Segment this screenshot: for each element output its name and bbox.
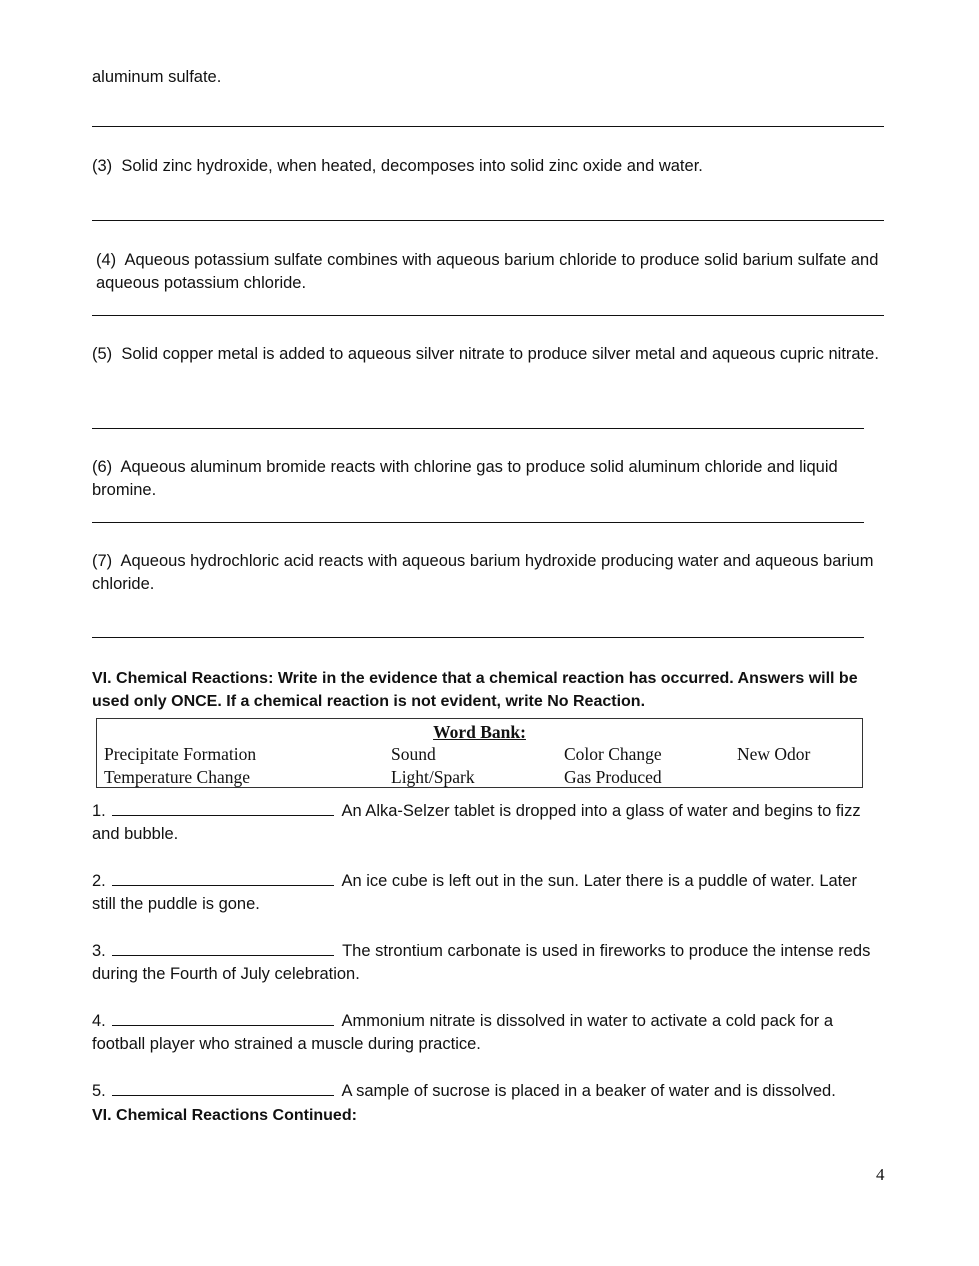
problem-text: Aqueous aluminum bromide reacts with chlorine gas to produce solid aluminum chloride and liquid bromine. <box>92 458 838 499</box>
word-bank-entry: Precipitate Formation <box>104 744 257 764</box>
question-5 <box>92 1080 877 1103</box>
problem-7 <box>92 550 882 596</box>
word-bank-entry: Sound <box>391 744 436 764</box>
word-bank-entry: Color Change <box>564 744 662 764</box>
word-bank-entry: New Odor <box>737 744 811 764</box>
question-2 <box>92 870 877 916</box>
question-text: An ice cube is left out in the sun. Later there is a puddle of water. Later still the puddle is gone. <box>92 872 857 913</box>
answer-line <box>92 522 864 523</box>
word-bank-title: Word Bank: <box>433 722 526 742</box>
question-number: 1. <box>92 802 106 820</box>
problem-number: (5) <box>92 345 113 363</box>
answer-line <box>92 428 864 429</box>
continued-heading: VI. Chemical Reactions Continued: <box>92 1107 357 1124</box>
word-bank-entry: Temperature Change <box>104 767 250 787</box>
question-text: A sample of sucrose is placed in a beaker of water and is dissolved. <box>341 1082 836 1100</box>
question-3 <box>92 940 877 986</box>
answer-line <box>92 315 884 316</box>
answer-line <box>92 126 884 127</box>
problem-text: Solid copper metal is added to aqueous silver nitrate to produce silver metal and aqueous cupric nitrate. <box>121 345 879 363</box>
answer-blank[interactable] <box>112 871 334 886</box>
problem-5 <box>92 343 882 366</box>
question-text: An Alka-Selzer tablet is dropped into a glass of water and begins to fizz and bubble. <box>92 802 861 843</box>
question-text: Ammonium nitrate is dissolved in water to activate a cold pack for a football player who strained a muscle during practice. <box>92 1012 834 1053</box>
answer-line <box>92 220 884 221</box>
answer-blank[interactable] <box>112 1081 334 1096</box>
question-4 <box>92 1010 877 1056</box>
question-number: 2. <box>92 872 106 890</box>
answer-blank[interactable] <box>112 801 334 816</box>
problem-text: Solid zinc hydroxide, when heated, decomposes into solid zinc oxide and water. <box>121 157 703 175</box>
problem-3 <box>92 155 882 178</box>
page-number: 4 <box>876 1165 885 1184</box>
question-1 <box>92 800 877 846</box>
section-heading: VI. Chemical Reactions: Write in the evidence that a chemical reaction has occurred. Answers will be used only ONCE. If a chemical reaction is not evident, write No Reaction. <box>92 670 858 710</box>
problem-number: (6) <box>92 458 113 476</box>
problem-text: Aqueous hydrochloric acid reacts with aqueous barium hydroxide producing water and aqueous barium chloride. <box>92 552 874 593</box>
answer-line <box>92 637 864 638</box>
continuation-text: aluminum sulfate. <box>92 68 222 86</box>
question-text: The strontium carbonate is used in fireworks to produce the intense reds during the Fourth of July celebration. <box>92 942 871 983</box>
answer-blank[interactable] <box>112 941 334 956</box>
question-number: 3. <box>92 942 106 960</box>
problem-number: (7) <box>92 552 113 570</box>
answer-blank[interactable] <box>112 1011 334 1026</box>
question-number: 4. <box>92 1012 106 1030</box>
problem-number: (3) <box>92 157 113 175</box>
word-bank <box>96 718 863 788</box>
question-number: 5. <box>92 1082 106 1100</box>
word-bank-entry: Light/Spark <box>391 767 475 787</box>
word-bank-entry: Gas Produced <box>564 767 662 787</box>
problem-6 <box>92 456 882 502</box>
problem-text: Aqueous potassium sulfate combines with aqueous barium chloride to produce solid barium sulfate and aqueous potassium chloride. <box>96 251 879 292</box>
problem-number: (4) <box>96 251 117 269</box>
problem-4 <box>96 249 886 295</box>
